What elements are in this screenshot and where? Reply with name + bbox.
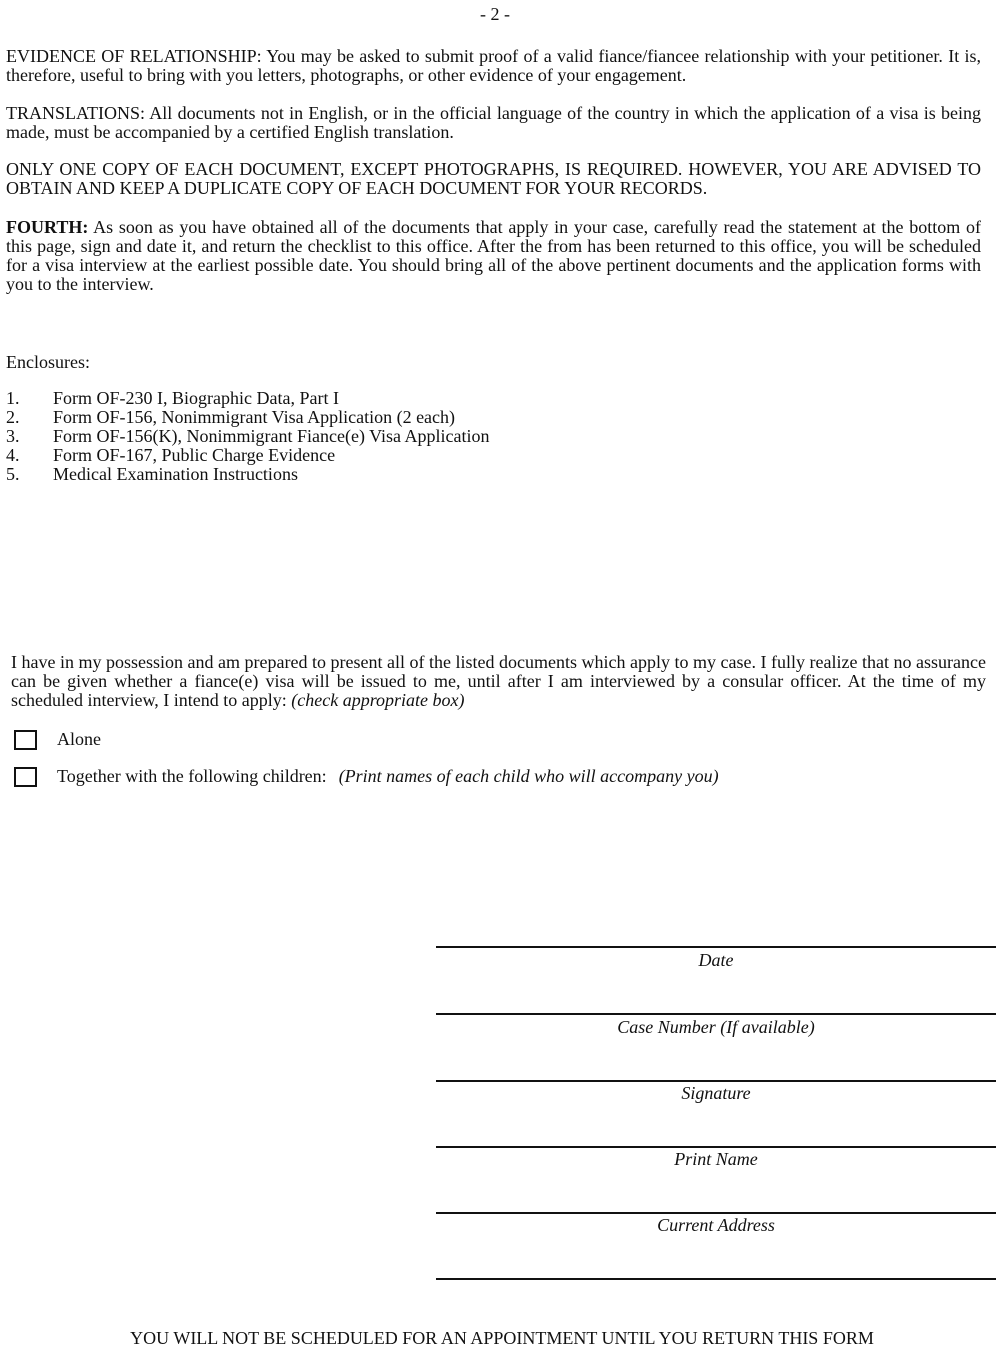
copies-paragraph: ONLY ONE COPY OF EACH DOCUMENT, EXCEPT PHOTOGRAPHS, IS REQUIRED. HOWEVER, YOU ARE ADVISED TO OBTAIN AND KEEP A DUPLICATE COPY OF EACH DOCUMENT FOR YOUR RECORDS. — [6, 159, 981, 198]
list-item — [6, 446, 490, 465]
signature-label: Signature — [681, 1083, 751, 1103]
print-name-label: Print Name — [674, 1149, 758, 1169]
option-together — [14, 766, 719, 787]
together-checkbox[interactable] — [14, 767, 37, 787]
list-item-number: 4. — [6, 445, 20, 465]
fourth-paragraph — [6, 218, 981, 294]
list-item-text: Medical Examination Instructions — [53, 464, 298, 484]
translations-text: All documents not in English, or in the official language of the country in which the application of a visa is being made, must be accompanied by a certified English translation. — [6, 103, 981, 142]
statement-note: (check appropriate box) — [291, 690, 465, 710]
list-item-text: Form OF-156(K), Nonimmigrant Fiance(e) Visa Application — [53, 426, 490, 446]
page-number: - 2 - — [480, 4, 510, 24]
fourth-text: As soon as you have obtained all of the documents that apply in your case, carefully read the statement at the bottom of this page, sign and date it, and return the checklist to this office. After the from has been returned to this office, you will be scheduled for a visa interview at the earliest possible date. You should bring all of the above pertinent documents and the application forms with you to the interview. — [6, 217, 981, 294]
enclosures-title: Enclosures: — [6, 352, 90, 372]
list-item — [6, 408, 490, 427]
list-item-number: 3. — [6, 426, 20, 446]
evidence-paragraph — [6, 47, 981, 85]
fourth-heading: FOURTH: — [6, 217, 89, 237]
date-line[interactable] — [436, 946, 996, 948]
together-label: Together with the following children: — [57, 766, 327, 786]
print-name-line[interactable] — [436, 1146, 996, 1148]
footer-notice: YOU WILL NOT BE SCHEDULED FOR AN APPOINTMENT UNTIL YOU RETURN THIS FORM — [130, 1328, 874, 1348]
alone-label: Alone — [57, 729, 101, 749]
address-continuation-line[interactable] — [436, 1278, 996, 1280]
enclosures-list — [6, 389, 490, 484]
list-item — [6, 427, 490, 446]
statement-paragraph — [11, 653, 986, 710]
together-note: (Print names of each child who will accompany you) — [338, 766, 719, 786]
evidence-heading: EVIDENCE OF RELATIONSHIP: — [6, 46, 262, 66]
list-item-number: 5. — [6, 464, 20, 484]
alone-checkbox[interactable] — [14, 730, 37, 750]
current-address-label: Current Address — [657, 1215, 775, 1235]
case-number-line[interactable] — [436, 1013, 996, 1015]
translations-heading: TRANSLATIONS: — [6, 103, 146, 123]
translations-paragraph — [6, 104, 981, 142]
list-item — [6, 465, 490, 484]
list-item — [6, 389, 490, 408]
case-number-label: Case Number (If available) — [617, 1017, 815, 1037]
option-alone — [14, 729, 101, 750]
list-item-number: 2. — [6, 407, 20, 427]
statement-text: I have in my possession and am prepared to present all of the listed documents which apply to my case. I fully realize that no assurance can be given whether a fiance(e) visa will be issued to me, until after I am interviewed by a consular officer. At the time of my scheduled interview, I intend to apply: — [11, 652, 986, 710]
list-item-number: 1. — [6, 388, 20, 408]
list-item-text: Form OF-156, Nonimmigrant Visa Application (2 each) — [53, 407, 456, 427]
list-item-text: Form OF-167, Public Charge Evidence — [53, 445, 336, 465]
evidence-text: You may be asked to submit proof of a valid fiance/fiancee relationship with your petitioner. It is, therefore, useful to bring with you letters, photographs, or other evidence of your engagement. — [6, 46, 981, 85]
current-address-line[interactable] — [436, 1212, 996, 1214]
signature-line[interactable] — [436, 1080, 996, 1082]
date-label: Date — [698, 950, 734, 970]
list-item-text: Form OF-230 I, Biographic Data, Part I — [53, 388, 339, 408]
